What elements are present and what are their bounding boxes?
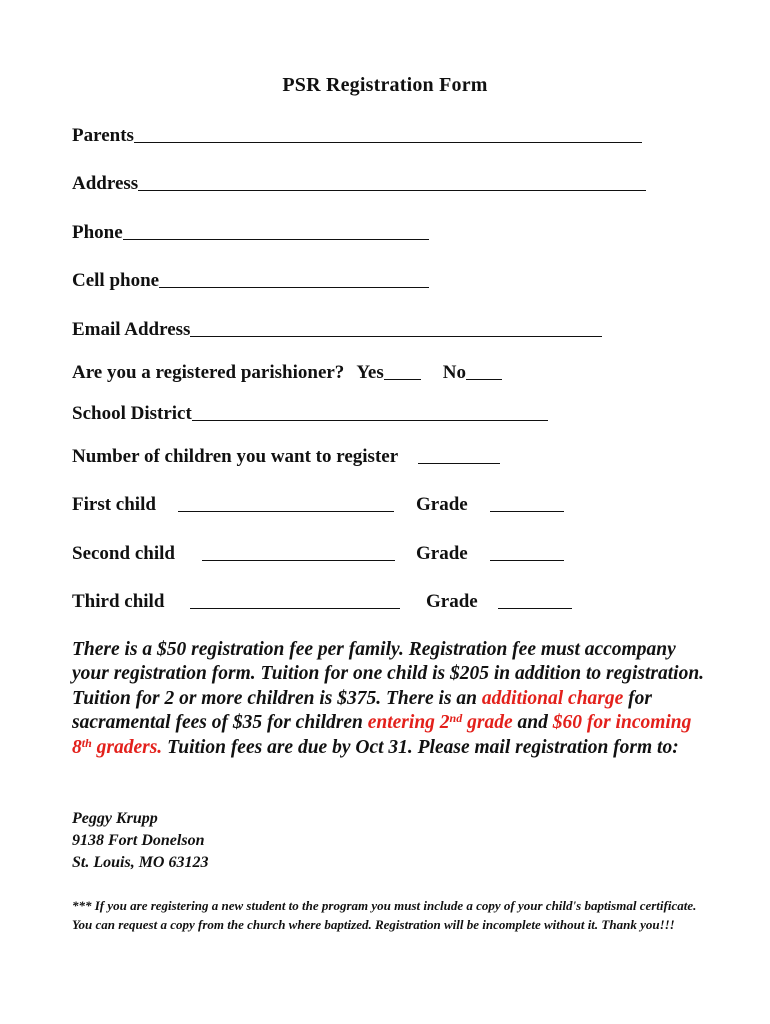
address-label: Address xyxy=(72,173,139,194)
second-grade-text: entering 2nd grade xyxy=(367,711,513,734)
first-child-field[interactable] xyxy=(178,497,394,512)
mailing-street: 9138 Fort Donelson xyxy=(72,832,205,849)
phone-row xyxy=(72,221,429,245)
parents-label: Parents xyxy=(72,125,134,146)
first-child-label: First child xyxy=(72,494,156,515)
third-grade-label: Grade xyxy=(426,591,478,612)
second-child-field[interactable] xyxy=(202,546,395,561)
third-grade-field[interactable] xyxy=(498,594,572,609)
second-grade-field[interactable] xyxy=(490,546,564,561)
parents-field[interactable] xyxy=(134,128,642,143)
cell-phone-row xyxy=(72,269,429,293)
cell-phone-label: Cell phone xyxy=(72,270,160,291)
address-row xyxy=(72,172,646,196)
second-grade-label: Grade xyxy=(416,543,468,564)
address-field[interactable] xyxy=(138,176,646,191)
first-child-row xyxy=(72,493,572,517)
num-children-label: Number of children you want to register xyxy=(72,446,399,467)
school-district-label: School District xyxy=(72,403,192,424)
phone-label: Phone xyxy=(72,222,123,243)
baptismal-footnote: *** If you are registering a new student to the program you must include a copy of your child's baptismal certificate. You can request a copy from the church where baptized. Registration will be incomplete without it. Thank you!!! xyxy=(72,898,697,932)
yes-field[interactable] xyxy=(384,365,421,380)
fee-notice: There is a $50 registration fee per family. Registration fee must accompany your registration form. Tuition for one child is $205 in addition to registration. Tuition for 2 or more children is $375. There is an additional charge for sacramental fees of $35 for children entering 2nd grade and $60 for incoming 8th graders. Tuition fees are due by Oct 31. Please mail registration form to: xyxy=(72,639,705,758)
parishioner-question: Are you a registered parishioner? xyxy=(72,362,345,383)
school-district-row xyxy=(72,402,548,426)
email-field[interactable] xyxy=(190,322,602,337)
second-child-row xyxy=(72,542,572,566)
first-grade-field[interactable] xyxy=(490,497,564,512)
email-label: Email Address xyxy=(72,319,191,340)
email-row xyxy=(72,318,602,342)
eighth-grade-text: $60 for incoming 8th graders. xyxy=(72,712,692,758)
no-label: No xyxy=(442,362,466,383)
cell-phone-field[interactable] xyxy=(159,273,429,288)
second-child-label: Second child xyxy=(72,543,175,564)
third-child-field[interactable] xyxy=(190,594,400,609)
mailing-address xyxy=(72,808,208,874)
num-children-row xyxy=(72,445,500,469)
num-children-field[interactable] xyxy=(418,449,500,464)
third-child-label: Third child xyxy=(72,591,165,612)
additional-charge-text: additional charge xyxy=(481,687,624,709)
phone-field[interactable] xyxy=(123,225,429,240)
parishioner-row xyxy=(72,361,502,385)
school-district-field[interactable] xyxy=(192,406,548,421)
mailing-name: Peggy Krupp xyxy=(72,810,158,827)
mailing-city: St. Louis, MO 63123 xyxy=(72,854,209,871)
form-title: PSR Registration Form xyxy=(282,74,488,96)
first-grade-label: Grade xyxy=(416,494,468,515)
no-field[interactable] xyxy=(466,365,502,380)
yes-label: Yes xyxy=(356,362,384,383)
third-child-row xyxy=(72,590,582,614)
parents-row xyxy=(72,124,642,148)
